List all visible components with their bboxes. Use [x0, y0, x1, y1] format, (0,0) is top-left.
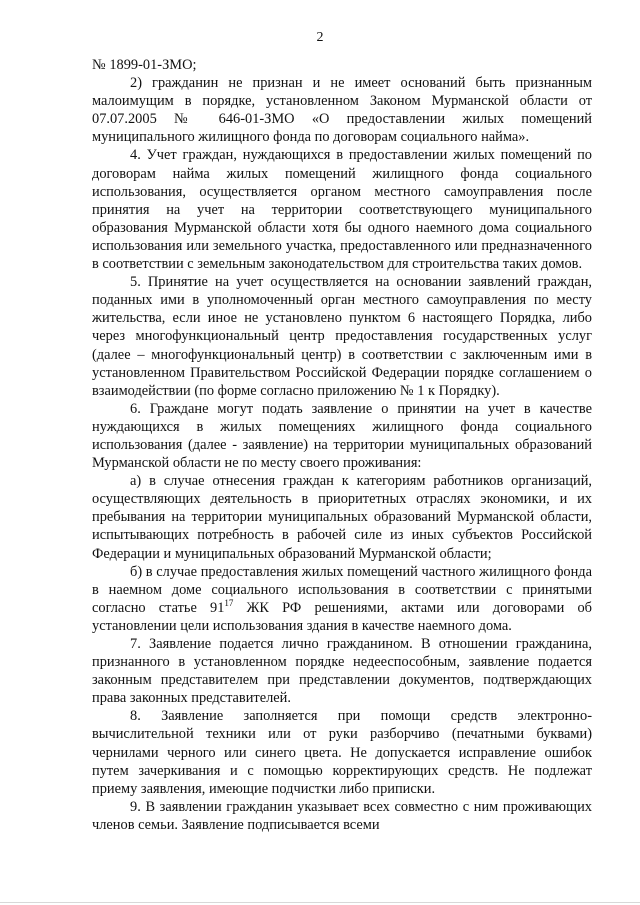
paragraph-6a: а) в случае отнесения граждан к категориям работников организаций, осуществляющих деятельность в приоритетных отраслях экономики, и их пребывания на территории муниципальных образований Мурманской области, испытывающих потребность в рабочей силе из иных субъектов Российской Федерации и муниципальных образований Мурманской области; [92, 473, 592, 562]
paragraph-9: 9. В заявлении гражданин указывает всех совместно с ним проживающих членов семьи. Заявление подписывается всеми [92, 798, 592, 833]
document-body [92, 56, 592, 834]
paragraph-6b-text-after: ЖК РФ решениями, актами или договорами об установлении цели использования здания в качестве наемного дома. [92, 599, 592, 634]
paragraph-4: 4. Учет граждан, нуждающихся в предоставлении жилых помещений по договорам найма жилых помещений жилищного фонда социального использования, осуществляется органом местного самоуправления после принятия на учет на территории соответствующего муниципального образования Мурманской области хотя бы одного наемного дома социального использования или земельного участка, предоставленного или предназначенного в соответствии с земельным законодательством для строительства таких домов. [92, 147, 592, 273]
paragraph-6: 6. Граждане могут подать заявление о принятии на учет в качестве нуждающихся в жилых помещениях жилищного фонда социального использования (далее - заявление) на территории муниципальных образований Мурманской области не по месту своего проживания: [92, 400, 592, 472]
paragraph-8: 8. Заявление заполняется при помощи средств электронно-вычислительной техники или от руки разборчиво (печатными буквами) чернилами черного или синего цвета. Не допускается исправление ошибок путем зачеркивания и с помощью корректирующих средств. Не подлежат приему заявления, имеющие подчистки либо приписки. [92, 708, 592, 797]
paragraph-6b-text-before: б) в случае предоставления жилых помещений частного жилищного фонда в наемном доме социального использования в соответствии с принятыми согласно статье 91 [92, 563, 592, 616]
page-bottom-edge [0, 902, 640, 903]
paragraph-5: 5. Принятие на учет осуществляется на основании заявлений граждан, поданных ими в уполномоченный орган местного самоуправления по месту жительства, если иное не установлено пунктом 6 настоящего Порядка, либо через многофункциональный центр предоставления государственных услуг (далее – многофункциональный центр) в соответствии с заключенным ими в установленном Правительством Российской Федерации порядке соглашением о взаимодействии (по форме согласно приложению № 1 к Порядку). [92, 274, 592, 399]
page-number: 2 [316, 30, 324, 45]
paragraph-7: 7. Заявление подается лично гражданином. В отношении гражданина, признанного в установленном порядке недееспособным, заявление подается законным представителем при представлении документов, подтверждающих права законных представителей. [92, 636, 592, 707]
article-superscript: 17 [224, 598, 234, 609]
paragraph-law-reference: № 1899-01-ЗМО; [92, 57, 197, 73]
paragraph-item-2: 2) гражданин не признан и не имеет оснований быть признанным малоимущим в порядке, установленном Законом Мурманской области от 07.07.2005 № 646-01-ЗМО «О предоставлении жилых помещений муниципального жилищного фонда по договорам социального найма». [92, 75, 592, 146]
paragraph-6b [92, 563, 592, 635]
